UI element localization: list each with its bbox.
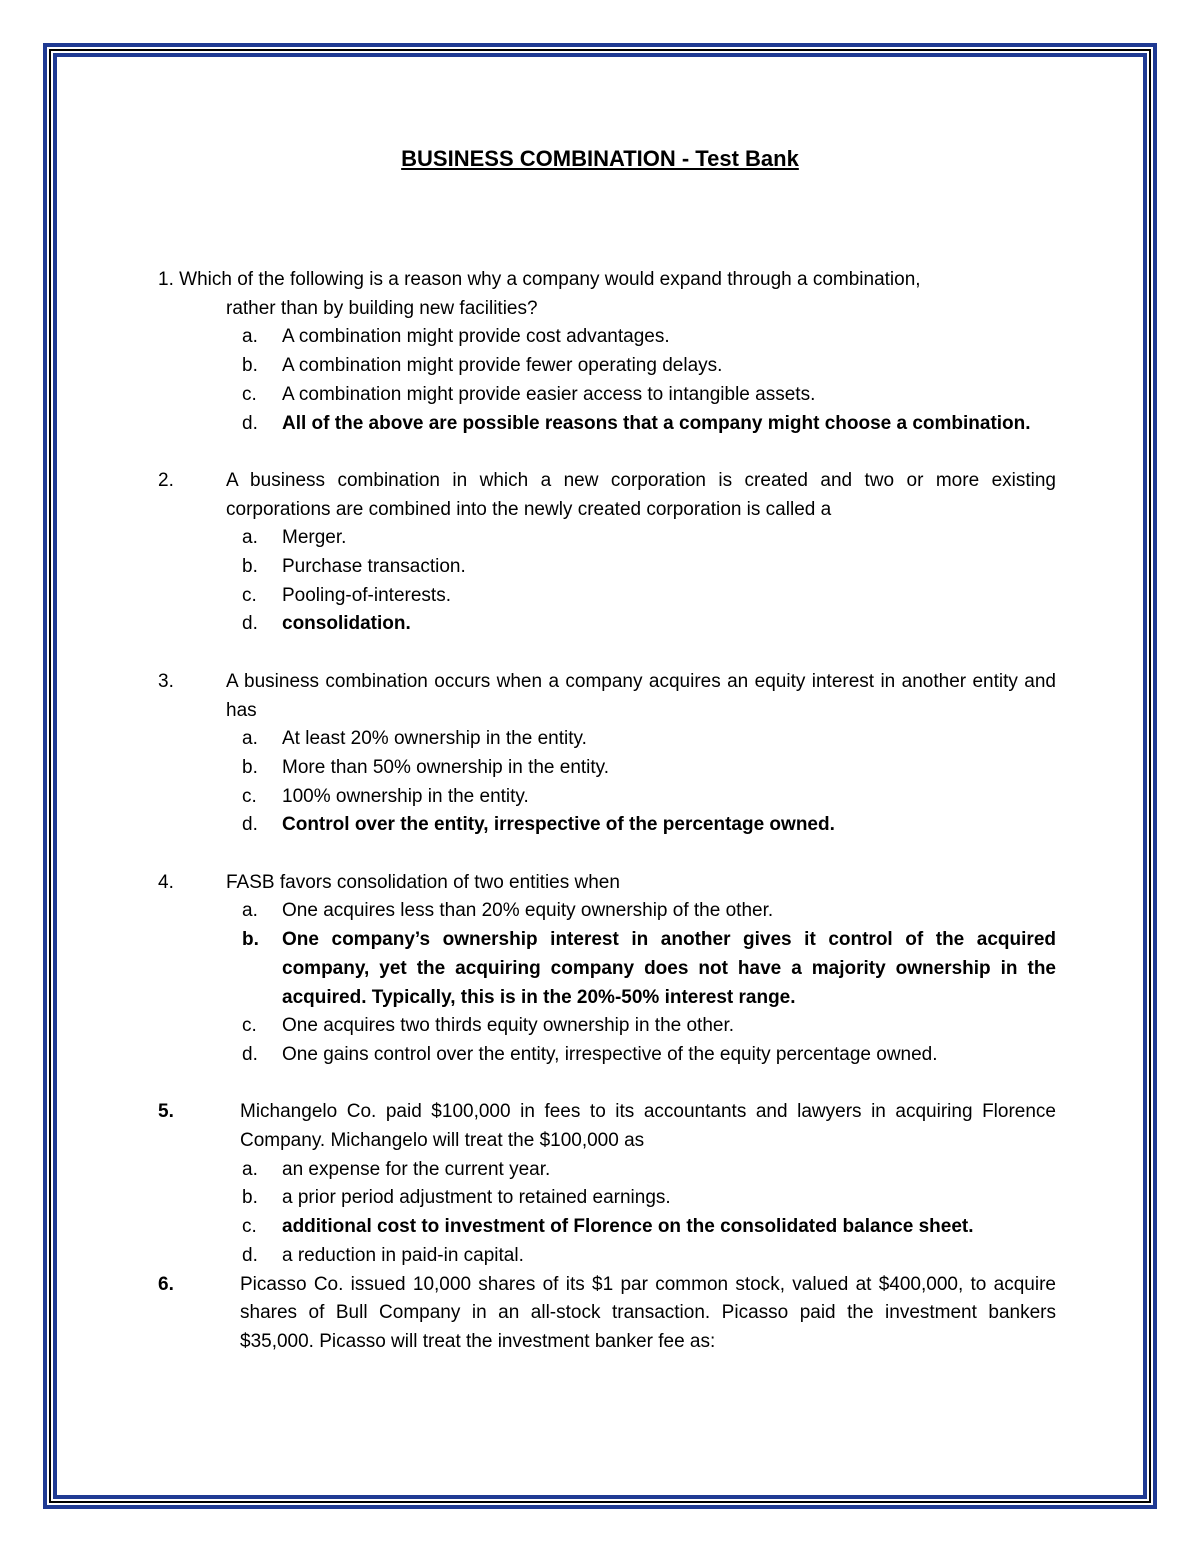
question-text: Which of the following is a reason why a company would expand through a combination, bbox=[179, 269, 921, 290]
question-number: 5. bbox=[158, 1101, 174, 1123]
option-list bbox=[158, 897, 1056, 1069]
question-text-continued: rather than by building new facilities? bbox=[226, 297, 538, 319]
option-d: d. a reduction in paid-in capital. bbox=[242, 1244, 524, 1266]
question-6-stem bbox=[158, 1271, 1056, 1357]
question-1-stem bbox=[158, 266, 1056, 323]
option-c: c. One acquires two thirds equity ownership in the other. bbox=[242, 1015, 735, 1037]
question-2 bbox=[158, 467, 1056, 639]
option-list bbox=[158, 524, 1056, 639]
option-b: b. More than 50% ownership in the entity. bbox=[242, 756, 610, 778]
question-number: 1. bbox=[158, 269, 174, 290]
question-number: 4. bbox=[158, 871, 174, 893]
option-b: b. A combination might provide fewer operating delays. bbox=[242, 355, 723, 377]
option-d-answer: d. Control over the entity, irrespective of the percentage owned. bbox=[242, 814, 835, 836]
option-a: a. At least 20% ownership in the entity. bbox=[242, 728, 587, 750]
option-list bbox=[158, 323, 1056, 438]
option-b: b. a prior period adjustment to retained earnings. bbox=[242, 1187, 671, 1209]
option-b: b. Purchase transaction. bbox=[242, 556, 466, 578]
question-2-stem bbox=[158, 467, 1056, 524]
question-text: FASB favors consolidation of two entities when bbox=[226, 871, 620, 893]
question-5-stem bbox=[158, 1098, 1056, 1155]
option-list bbox=[158, 725, 1056, 840]
option-a: a. Merger. bbox=[242, 527, 347, 549]
question-text: Picasso Co. issued 10,000 shares of its $1 par common stock, valued at $400,000, to acquire shares of Bull Company in an all-stock transaction. Picasso paid the investment bankers $35,000. Picasso will treat the investment banker fee as: bbox=[240, 1273, 1056, 1352]
question-text: Michangelo Co. paid $100,000 in fees to its accountants and lawyers in acquiring Florence Company. Michangelo will treat the $100,000 as bbox=[240, 1101, 1056, 1152]
option-c: c. 100% ownership in the entity. bbox=[242, 785, 529, 807]
option-c: c. Pooling-of-interests. bbox=[242, 584, 451, 606]
question-3-stem bbox=[158, 668, 1056, 725]
option-b-answer: b. One company’s ownership interest in another gives it control of the acquired company, yet the acquiring company does not have a majority ownership in the acquired. Typically, this is in the 20%-50% interest range. bbox=[242, 929, 1056, 1008]
document-title: BUSINESS COMBINATION - Test Bank bbox=[401, 146, 799, 171]
question-number: 6. bbox=[158, 1273, 174, 1295]
option-d-answer: d. All of the above are possible reasons that a company might choose a combination. bbox=[242, 412, 1031, 434]
option-list bbox=[158, 1156, 1056, 1271]
option-d-answer: d. consolidation. bbox=[242, 613, 411, 635]
question-5 bbox=[158, 1098, 1056, 1270]
question-text: A business combination occurs when a company acquires an equity interest in another entity and has bbox=[226, 670, 1056, 721]
question-1 bbox=[158, 266, 1056, 438]
question-number: 3. bbox=[158, 670, 174, 692]
question-6 bbox=[158, 1271, 1056, 1357]
option-a: a. A combination might provide cost advantages. bbox=[242, 326, 670, 348]
question-list bbox=[158, 266, 1056, 1357]
option-d: d. One gains control over the entity, irrespective of the equity percentage owned. bbox=[242, 1043, 938, 1065]
question-text: A business combination in which a new corporation is created and two or more existing corporations are combined into the newly created corporation is called a bbox=[226, 469, 1056, 520]
option-a: a. One acquires less than 20% equity ownership of the other. bbox=[242, 900, 774, 922]
option-c: c. A combination might provide easier access to intangible assets. bbox=[242, 383, 816, 405]
question-4 bbox=[158, 869, 1056, 1070]
question-number: 2. bbox=[158, 469, 174, 491]
question-3 bbox=[158, 668, 1056, 840]
question-4-stem bbox=[158, 869, 1056, 898]
option-a: a. an expense for the current year. bbox=[242, 1158, 551, 1180]
option-c-answer: c. additional cost to investment of Florence on the consolidated balance sheet. bbox=[242, 1216, 974, 1238]
